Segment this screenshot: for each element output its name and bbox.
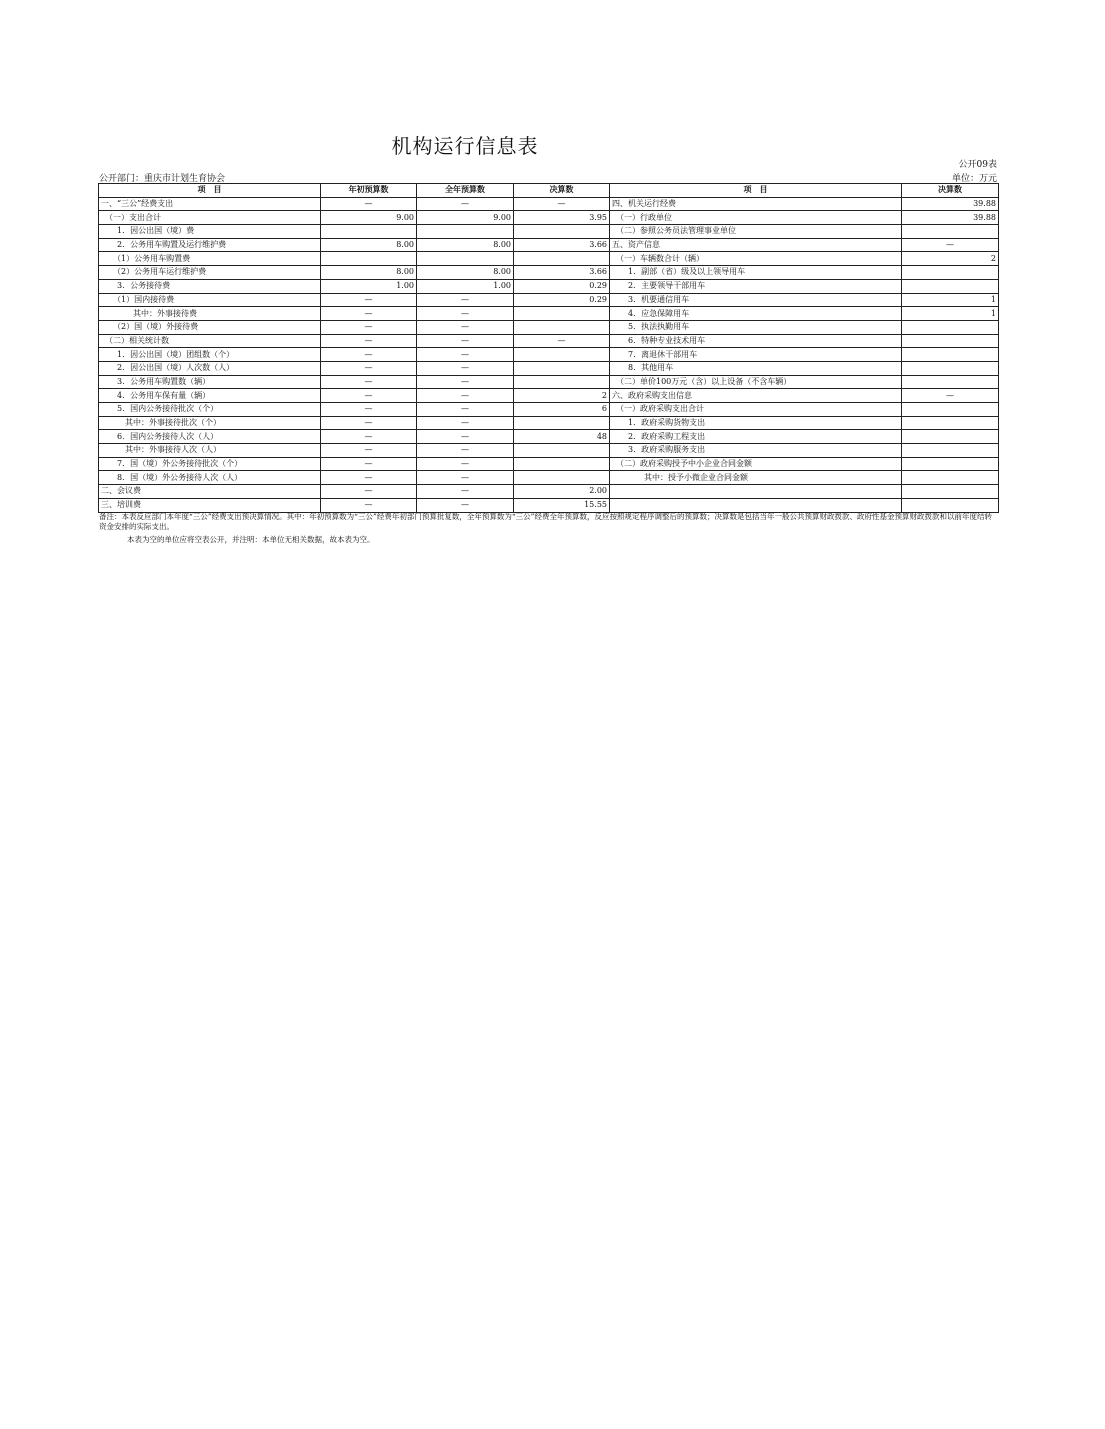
cell-final-account-right: — <box>902 238 999 252</box>
header-annual-budget: 全年预算数 <box>417 184 514 198</box>
cell-initial-budget: — <box>321 334 417 348</box>
cell-item-right: 2．主要领导干部用车 <box>610 279 902 293</box>
cell-final-account-left: 2 <box>514 389 610 403</box>
cell-initial-budget: — <box>321 375 417 389</box>
table-row <box>99 485 999 499</box>
cell-initial-budget: — <box>321 471 417 485</box>
header-final-account-right: 决算数 <box>902 184 999 198</box>
table-row <box>99 293 999 307</box>
table-row <box>99 430 999 444</box>
table-row <box>99 375 999 389</box>
cell-final-account-right <box>902 430 999 444</box>
cell-annual-budget: — <box>417 444 514 458</box>
cell-initial-budget <box>321 252 417 266</box>
table-row <box>99 361 999 375</box>
cell-final-account-right <box>902 266 999 280</box>
table-row <box>99 279 999 293</box>
department-label: 公开部门：重庆市计划生育协会 <box>99 174 226 184</box>
cell-annual-budget: — <box>417 430 514 444</box>
cell-annual-budget <box>417 225 514 239</box>
cell-item-right: 其中：授予小微企业合同金额 <box>610 471 902 485</box>
cell-item-left: 其中：外事接待费 <box>99 307 321 321</box>
cell-item-left: 5．国内公务接待批次（个） <box>99 403 321 417</box>
cell-annual-budget: — <box>417 457 514 471</box>
cell-final-account-right <box>902 279 999 293</box>
cell-final-account-right <box>902 444 999 458</box>
table-row <box>99 348 999 362</box>
cell-item-left: 其中：外事接待批次（个） <box>99 416 321 430</box>
cell-annual-budget: — <box>417 403 514 417</box>
cell-annual-budget: — <box>417 334 514 348</box>
cell-annual-budget: — <box>417 307 514 321</box>
cell-initial-budget: — <box>321 457 417 471</box>
cell-initial-budget: — <box>321 361 417 375</box>
cell-initial-budget: — <box>321 430 417 444</box>
cell-annual-budget: — <box>417 375 514 389</box>
cell-annual-budget <box>417 252 514 266</box>
cell-final-account-left <box>514 361 610 375</box>
cell-final-account-left <box>514 471 610 485</box>
header-item-right: 项 目 <box>610 184 902 198</box>
cell-initial-budget: — <box>321 197 417 211</box>
cell-annual-budget: 9.00 <box>417 211 514 225</box>
cell-final-account-right <box>902 225 999 239</box>
cell-final-account-left: 2.00 <box>514 485 610 499</box>
table-row <box>99 403 999 417</box>
cell-item-right: 6．特种专业技术用车 <box>610 334 902 348</box>
cell-final-account-left <box>514 252 610 266</box>
cell-item-left: （一）支出合计 <box>99 211 321 225</box>
cell-item-left: 一、“三公”经费支出 <box>99 197 321 211</box>
cell-annual-budget: — <box>417 498 514 512</box>
cell-initial-budget: — <box>321 389 417 403</box>
unit-label: 单位：万元 <box>951 174 997 184</box>
cell-item-right: （一）政府采购支出合计 <box>610 403 902 417</box>
cell-final-account-right <box>902 485 999 499</box>
cell-item-right: 3．政府采购服务支出 <box>610 444 902 458</box>
cell-item-left: 3．公务接待费 <box>99 279 321 293</box>
cell-annual-budget: 1.00 <box>417 279 514 293</box>
cell-annual-budget: 8.00 <box>417 266 514 280</box>
cell-item-left: 4．公务用车保有量（辆） <box>99 389 321 403</box>
table-row <box>99 252 999 266</box>
form-number: 公开09表 <box>958 160 997 170</box>
cell-final-account-left: 0.29 <box>514 279 610 293</box>
cell-final-account-right: 1 <box>902 293 999 307</box>
header-item-left: 项 目 <box>99 184 321 198</box>
cell-annual-budget: — <box>417 485 514 499</box>
cell-annual-budget: 8.00 <box>417 238 514 252</box>
cell-annual-budget: — <box>417 197 514 211</box>
cell-item-right: 1．副部（省）级及以上领导用车 <box>610 266 902 280</box>
cell-initial-budget: 9.00 <box>321 211 417 225</box>
cell-item-right: 3．机要通信用车 <box>610 293 902 307</box>
cell-initial-budget: — <box>321 485 417 499</box>
table-header-row <box>99 184 999 198</box>
cell-final-account-right <box>902 498 999 512</box>
cell-item-left: （2）公务用车运行维护费 <box>99 266 321 280</box>
table-row <box>99 307 999 321</box>
cell-item-left: 6．国内公务接待人次（人） <box>99 430 321 444</box>
table-row <box>99 320 999 334</box>
cell-final-account-right <box>902 375 999 389</box>
cell-final-account-right <box>902 416 999 430</box>
cell-item-right <box>610 498 902 512</box>
cell-final-account-right: 39.88 <box>902 211 999 225</box>
cell-final-account-right <box>902 334 999 348</box>
cell-final-account-right <box>902 361 999 375</box>
table-row <box>99 457 999 471</box>
cell-initial-budget: — <box>321 444 417 458</box>
table-row <box>99 266 999 280</box>
cell-final-account-right <box>902 320 999 334</box>
cell-final-account-right <box>902 471 999 485</box>
cell-final-account-left <box>514 320 610 334</box>
cell-item-left: （二）相关统计数 <box>99 334 321 348</box>
cell-final-account-left <box>514 307 610 321</box>
cell-final-account-left <box>514 375 610 389</box>
cell-final-account-right <box>902 348 999 362</box>
cell-final-account-left <box>514 348 610 362</box>
cell-initial-budget: — <box>321 416 417 430</box>
note-remark: 备注：本表反应部门本年度“三公”经费支出预决算情况。其中：年初预算数为“三公”经费年初部门预算批复数，全年预算数为“三公”经费全年预算数，反应按照规定程序调整后的预算数；决算数是包括当年一般公共预算财政拨款、政府性基金预算财政拨款和以前年度结转资金安排的实际支出。 <box>99 512 992 531</box>
cell-final-account-right <box>902 403 999 417</box>
cell-annual-budget: — <box>417 471 514 485</box>
cell-final-account-left: 3.95 <box>514 211 610 225</box>
cell-item-left: 1．因公出国（境）费 <box>99 225 321 239</box>
cell-item-left: 三、培训费 <box>99 498 321 512</box>
cell-initial-budget: 8.00 <box>321 238 417 252</box>
cell-final-account-left: 0.29 <box>514 293 610 307</box>
cell-initial-budget: — <box>321 403 417 417</box>
cell-final-account-right: — <box>902 389 999 403</box>
cell-item-left: 3．公务用车购置数（辆） <box>99 375 321 389</box>
cell-item-left: 2．公务用车购置及运行维护费 <box>99 238 321 252</box>
cell-final-account-left: 3.66 <box>514 238 610 252</box>
info-table <box>98 183 999 513</box>
cell-item-left: 1．因公出国（境）团组数（个） <box>99 348 321 362</box>
cell-annual-budget: — <box>417 416 514 430</box>
cell-item-right: 8．其他用车 <box>610 361 902 375</box>
cell-annual-budget: — <box>417 293 514 307</box>
page-title: 机构运行信息表 <box>391 134 539 158</box>
table-row <box>99 444 999 458</box>
cell-final-account-left <box>514 457 610 471</box>
cell-item-right: 1．政府采购货物支出 <box>610 416 902 430</box>
cell-initial-budget: — <box>321 320 417 334</box>
cell-item-left: 二、会议费 <box>99 485 321 499</box>
header-initial-budget: 年初预算数 <box>321 184 417 198</box>
cell-item-right: 2．政府采购工程支出 <box>610 430 902 444</box>
cell-annual-budget: — <box>417 320 514 334</box>
cell-item-right: 六、政府采购支出信息 <box>610 389 902 403</box>
notes <box>99 512 999 545</box>
cell-final-account-right <box>902 457 999 471</box>
cell-final-account-left <box>514 225 610 239</box>
cell-item-right: （二）单价100万元（含）以上设备（不含车辆） <box>610 375 902 389</box>
cell-item-right: （一）行政单位 <box>610 211 902 225</box>
cell-final-account-right: 39.88 <box>902 197 999 211</box>
table-row <box>99 416 999 430</box>
cell-initial-budget: 8.00 <box>321 266 417 280</box>
cell-item-left: 8．国（境）外公务接待人次（人） <box>99 471 321 485</box>
cell-item-right: 7．离退休干部用车 <box>610 348 902 362</box>
table-row <box>99 334 999 348</box>
cell-initial-budget: — <box>321 307 417 321</box>
cell-final-account-left: 15.55 <box>514 498 610 512</box>
cell-initial-budget: — <box>321 348 417 362</box>
table-row <box>99 238 999 252</box>
cell-annual-budget: — <box>417 389 514 403</box>
cell-item-left: （2）国（境）外接待费 <box>99 320 321 334</box>
cell-final-account-left: 3.66 <box>514 266 610 280</box>
cell-item-right: （二）参照公务员法管理事业单位 <box>610 225 902 239</box>
cell-item-left: 7．国（境）外公务接待批次（个） <box>99 457 321 471</box>
cell-item-left: 其中：外事接待人次（人） <box>99 444 321 458</box>
cell-item-right: 五、资产信息 <box>610 238 902 252</box>
cell-final-account-right: 1 <box>902 307 999 321</box>
cell-initial-budget <box>321 225 417 239</box>
table-row <box>99 225 999 239</box>
cell-initial-budget: — <box>321 498 417 512</box>
cell-final-account-left: 48 <box>514 430 610 444</box>
cell-annual-budget: — <box>417 361 514 375</box>
cell-final-account-right: 2 <box>902 252 999 266</box>
cell-item-left: 2．因公出国（境）人次数（人） <box>99 361 321 375</box>
table-row <box>99 498 999 512</box>
cell-final-account-left <box>514 416 610 430</box>
cell-initial-budget: 1.00 <box>321 279 417 293</box>
table-row <box>99 211 999 225</box>
cell-final-account-left <box>514 444 610 458</box>
cell-item-right: （一）车辆数合计（辆） <box>610 252 902 266</box>
cell-final-account-left: — <box>514 197 610 211</box>
cell-item-right: 四、机关运行经费 <box>610 197 902 211</box>
cell-item-right: （二）政府采购授予中小企业合同金额 <box>610 457 902 471</box>
cell-final-account-left: — <box>514 334 610 348</box>
cell-item-left: （1）国内接待费 <box>99 293 321 307</box>
cell-item-right: 5．执法执勤用车 <box>610 320 902 334</box>
note-empty-table: 本表为空的单位应将空表公开，并注明：本单位无相关数据，故本表为空。 <box>127 535 375 544</box>
cell-final-account-left: 6 <box>514 403 610 417</box>
header-final-account-left: 决算数 <box>514 184 610 198</box>
table-row <box>99 197 999 211</box>
cell-item-left: （1）公务用车购置费 <box>99 252 321 266</box>
cell-item-right <box>610 485 902 499</box>
cell-item-right: 4．应急保障用车 <box>610 307 902 321</box>
table-row <box>99 471 999 485</box>
cell-annual-budget: — <box>417 348 514 362</box>
table-row <box>99 389 999 403</box>
cell-initial-budget: — <box>321 293 417 307</box>
